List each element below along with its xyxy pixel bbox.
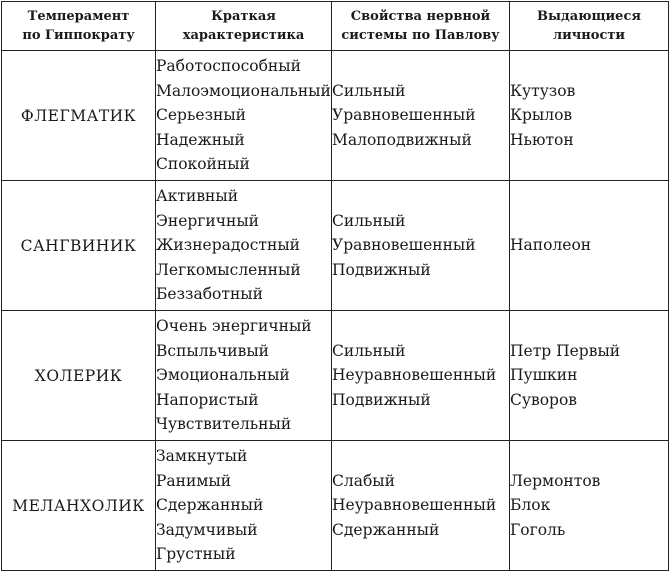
person: Блок bbox=[510, 496, 551, 515]
header-people bbox=[510, 2, 669, 51]
temperament-name: САНГВИНИК bbox=[2, 181, 156, 311]
person: Петр Первый bbox=[510, 341, 621, 360]
header-nervous-system bbox=[332, 2, 510, 51]
table-body bbox=[2, 51, 669, 571]
traits-cell bbox=[156, 311, 332, 441]
trait: Энергичный bbox=[156, 211, 259, 230]
person: Пушкин bbox=[510, 366, 578, 385]
trait: Сдержанный bbox=[156, 496, 264, 515]
person: Крылов bbox=[510, 106, 573, 125]
people-cell bbox=[510, 311, 669, 441]
nervous-property: Малоподвижный bbox=[332, 130, 472, 149]
nervous-property: Сильный bbox=[332, 211, 406, 230]
people-cell bbox=[510, 51, 669, 181]
nervous-property: Сильный bbox=[332, 341, 406, 360]
table-row bbox=[2, 441, 669, 571]
table-row bbox=[2, 51, 669, 181]
nervous-system-cell bbox=[332, 441, 510, 571]
temperament-name: ХОЛЕРИК bbox=[2, 311, 156, 441]
trait: Очень энергичный bbox=[156, 317, 312, 336]
temperament-name: МЕЛАНХОЛИК bbox=[2, 441, 156, 571]
trait: Работоспособный bbox=[156, 57, 301, 76]
trait: Чувствительный bbox=[156, 415, 292, 434]
nervous-property: Сильный bbox=[332, 81, 406, 100]
table-row bbox=[2, 181, 669, 311]
nervous-system-cell bbox=[332, 181, 510, 311]
nervous-property: Уравновешенный bbox=[332, 236, 476, 255]
trait: Вспыльчивый bbox=[156, 341, 269, 360]
trait: Серьезный bbox=[156, 106, 247, 125]
header-text: личности bbox=[552, 28, 626, 43]
trait: Надежный bbox=[156, 130, 245, 149]
nervous-property: Неуравновешенный bbox=[332, 366, 497, 385]
trait: Напористый bbox=[156, 390, 259, 409]
trait: Активный bbox=[156, 187, 239, 206]
header-text: Свойства нервной bbox=[350, 9, 491, 24]
temperament-name: ФЛЕГМАТИК bbox=[2, 51, 156, 181]
header-temperament bbox=[2, 2, 156, 51]
trait: Беззаботный bbox=[156, 285, 263, 304]
table-row bbox=[2, 311, 669, 441]
trait: Легкомысленный bbox=[156, 260, 301, 279]
header-row bbox=[2, 2, 669, 51]
nervous-property: Уравновешенный bbox=[332, 106, 476, 125]
nervous-system-cell bbox=[332, 311, 510, 441]
trait: Спокойный bbox=[156, 155, 250, 174]
people-cell bbox=[510, 441, 669, 571]
nervous-property: Подвижный bbox=[332, 390, 431, 409]
header-text: характеристика bbox=[182, 28, 305, 43]
person: Суворов bbox=[510, 390, 578, 409]
nervous-system-cell bbox=[332, 51, 510, 181]
person: Кутузов bbox=[510, 81, 576, 100]
person: Наполеон bbox=[510, 236, 592, 255]
traits-cell bbox=[156, 181, 332, 311]
header-text: Выдающиеся bbox=[537, 9, 641, 24]
trait: Ранимый bbox=[156, 471, 232, 490]
header-text: Краткая bbox=[211, 9, 276, 24]
table-header bbox=[2, 2, 669, 51]
trait: Эмоциональный bbox=[156, 366, 290, 385]
header-text: системы по Павлову bbox=[341, 28, 500, 43]
nervous-property: Подвижный bbox=[332, 260, 431, 279]
header-characteristics bbox=[156, 2, 332, 51]
nervous-property: Слабый bbox=[332, 471, 395, 490]
nervous-property: Сдержанный bbox=[332, 520, 440, 539]
header-text: Темперамент bbox=[27, 9, 130, 24]
traits-cell bbox=[156, 51, 332, 181]
trait: Замкнутый bbox=[156, 447, 248, 466]
nervous-property: Неуравновешенный bbox=[332, 496, 497, 515]
people-cell bbox=[510, 181, 669, 311]
person: Гоголь bbox=[510, 520, 566, 539]
trait: Задумчивый bbox=[156, 520, 258, 539]
trait: Малоэмоциональный bbox=[156, 81, 331, 100]
traits-cell bbox=[156, 441, 332, 571]
header-text: по Гиппократу bbox=[22, 28, 135, 43]
person: Ньютон bbox=[510, 130, 574, 149]
trait: Грустный bbox=[156, 545, 236, 564]
temperament-table bbox=[1, 1, 669, 571]
person: Лермонтов bbox=[510, 471, 601, 490]
trait: Жизнерадостный bbox=[156, 236, 300, 255]
